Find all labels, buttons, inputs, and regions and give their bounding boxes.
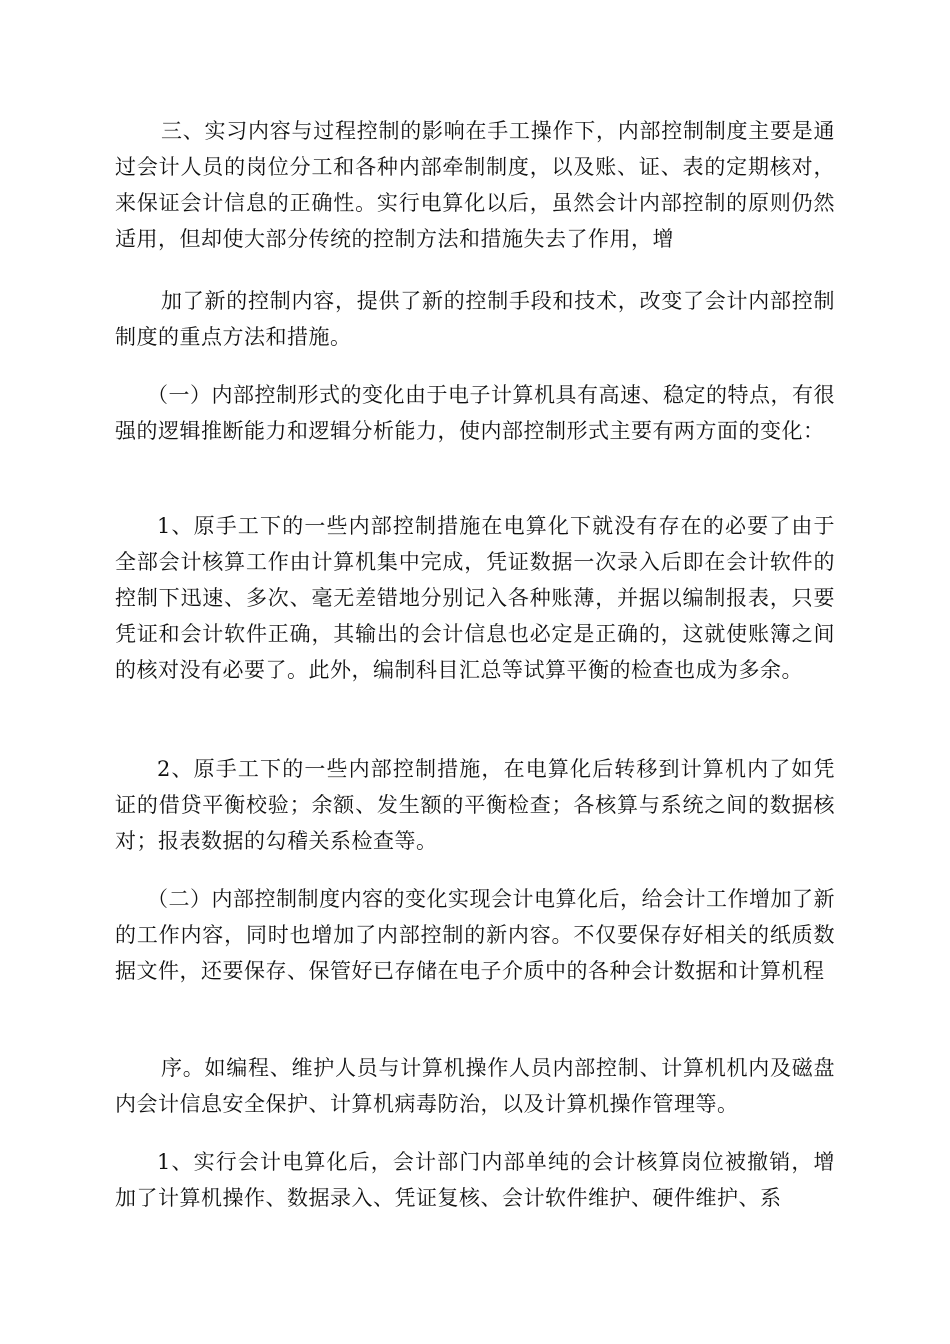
paragraph-item-2: 2、原手工下的一些内部控制措施，在电算化后转移到计算机内了如凭证的借贷平衡校验；余额、发生额的平衡检查；各核算与系统之间的数据核对；报表数据的勾稽关系检查等。 bbox=[115, 757, 835, 853]
paragraph-section-three: 三、实习内容与过程控制的影响在手工操作下，内部控制制度主要是通过会计人员的岗位分工和各种内部牵制制度，以及账、证、表的定期核对，来保证会计信息的正确性。实行电算化以后，虽然会计内部控制的原则仍然适用，但却使大部分传统的控制方法和措施失去了作用，增 bbox=[115, 119, 835, 251]
paragraph-item-1: 1、原手工下的一些内部控制措施在电算化下就没有存在的必要了由于全部会计核算工作由计算机集中完成，凭证数据一次录入后即在会计软件的控制下迅速、多次、毫无差错地分别记入各种账薄，并据以编制报表，只要凭证和会计软件正确，其输出的会计信息也必定是正确的，这就使账簿之间的核对没有必要了。此外，编制科目汇总等试算平衡的检查也成为多余。 bbox=[115, 514, 835, 682]
paragraph-item-1-second: 1、实行会计电算化后，会计部门内部单纯的会计核算岗位被撤销，增加了计算机操作、数据录入、凭证复核、会计软件维护、硬件维护、系 bbox=[115, 1150, 835, 1210]
paragraph-program-continuation: 序。如编程、维护人员与计算机操作人员内部控制、计算机机内及磁盘内会计信息安全保护、计算机病毒防治，以及计算机操作管理等。 bbox=[115, 1056, 835, 1116]
paragraph-content-change: （二）内部控制制度内容的变化实现会计电算化后，给会计工作增加了新的工作内容，同时也增加了内部控制的新内容。不仅要保存好相关的纸质数据文件，还要保存、保管好已存储在电子介质中的各种会计数据和计算机程 bbox=[115, 887, 835, 983]
paragraph-form-change: （一）内部控制形式的变化由于电子计算机具有高速、稳定的特点，有很强的逻辑推断能力和逻辑分析能力，使内部控制形式主要有两方面的变化： bbox=[115, 383, 835, 443]
paragraph-continuation: 加了新的控制内容，提供了新的控制手段和技术，改变了会计内部控制制度的重点方法和措施。 bbox=[115, 289, 835, 349]
